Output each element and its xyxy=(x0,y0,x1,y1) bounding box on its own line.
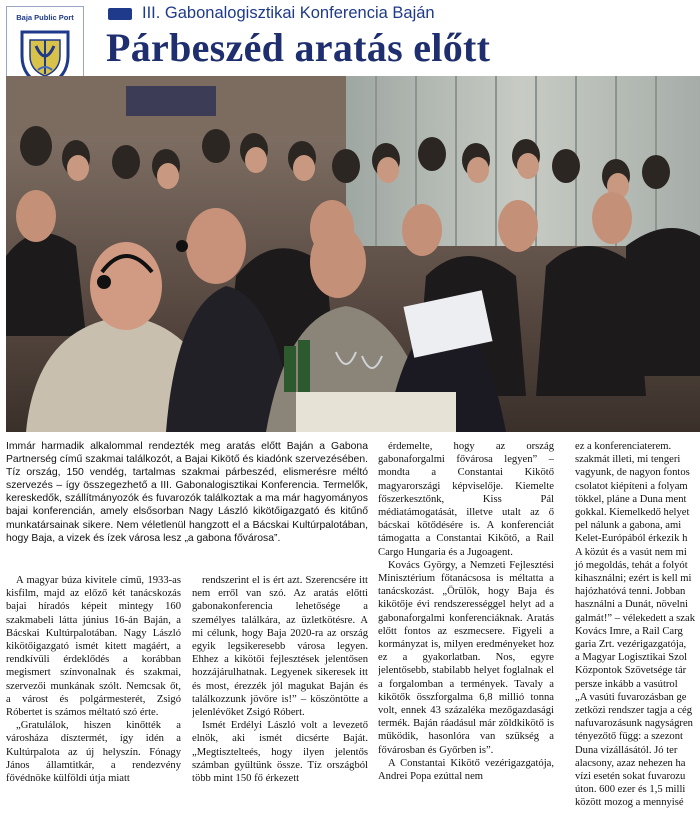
line: vízi esetén sokat fuvarozu xyxy=(575,771,686,783)
line: nafuvarozásunk nagyságren xyxy=(575,718,693,730)
line: alacsony, azaz nehezen ha xyxy=(575,757,686,769)
line: Kovács Imre, a Rail Carg xyxy=(575,625,683,637)
body-column-4-cropped xyxy=(565,440,700,818)
line: galmát!” – vélekedett a szak xyxy=(575,612,696,624)
paragraph: Kovács György, a Nemzeti Fejlesztési Minisztérium főtanácsosa is méltatta a tanácskozást. „Örülök, hogy Baja és kikötője évi rendszerességgel helyt ad a gabonaforgalmi konferenciáknak. Aratás előtt fontos az eszmecsere. Figyeli a kormányzat is, milyen eredményeket hoz ez a gyakorlatban. Nos, egyre jelentősebb, stabilabb helyet foglalnak el a forgalomban a termények. Tavaly a kikötők összforgalma 6,8 millió tonna volt, ennek 43 százaléka mezőgazdasági termék. Baján ráadásul már zöldkikötő is működik, hasonlóra van szükség a fővárosban és Győrben is”. xyxy=(378,559,554,756)
line: között mozog a mennyisé xyxy=(575,797,684,809)
line: Kelet-Európából érkezik h xyxy=(575,533,688,545)
conference-photo xyxy=(6,76,700,432)
body-column-3 xyxy=(378,440,554,818)
line: Duna vízállásától. Jó ter xyxy=(575,744,678,756)
kicker-text: III. Gabonalogisztikai Konferencia Baján xyxy=(142,4,435,22)
paragraph: „Gratulálok, hiszen kinőtték a városháza dísztermét, így idén a Kultúrpalota az új helyszín. Fónagy János államtitkár, a rendezvény fővédnöke külföldi útja miatt xyxy=(6,720,181,785)
body-column-2 xyxy=(192,574,368,818)
line: gokkal. Kiemelkedő helyet xyxy=(575,507,690,519)
line: A közút és a vasút nem mi xyxy=(575,546,687,558)
headline: Párbeszéd aratás előtt xyxy=(106,25,491,70)
line: csolatot kiépíteni a folyam xyxy=(575,480,688,492)
line: persze inkább a vasútrol xyxy=(575,678,678,690)
paragraph: érdemelte, hogy az ország gabonaforgalmi fővárosa legyen” – mondta a Constantai Kikötő magyarországi képviselője. Kiemelte főszerkesztőnk, Kiss Pál médiatámogatását, illetve utalt az ő bácskai kötődésére is. A konferenciát támogatta a Constantai Kikötő, a Rail Cargo Hungaria és a Jugoagent. xyxy=(378,441,554,558)
logo-text: Baja Public Port xyxy=(16,13,74,22)
line: ez a konferenciaterem. xyxy=(575,441,672,452)
line: szakmát illeti, mi tengeri xyxy=(575,454,681,466)
line: hajózhatóvá tenni. Jobban xyxy=(575,586,686,598)
line: kihasználni; ezért is kell mi xyxy=(575,573,692,585)
paragraph: A Constantai Kikötő vezérigazgatója, Andrei Popa ezúttal nem xyxy=(378,757,554,783)
line: a Magyar Logisztikai Szol xyxy=(575,652,688,664)
line: Központok Szövetsége tár xyxy=(575,665,687,677)
line: pel nálunk a gabona, ami xyxy=(575,520,682,532)
kicker-marker xyxy=(108,8,132,20)
line: „A vasúti fuvarozásban ge xyxy=(575,691,687,703)
kicker xyxy=(108,4,435,23)
line: vagyunk, de nagyon fontos xyxy=(575,467,690,479)
line: tökkel, pláne a Duna ment xyxy=(575,493,687,505)
body-column-1 xyxy=(6,574,181,818)
line: jó megoldás, tehát a folyót xyxy=(575,559,688,571)
paragraph: rendszerint el is ért azt. Szerencsére itt nem erről van szó. Az aratás előtti gabonakonferencia lehetősége a személyes találkára, az üzletkötésre. A mi célunk, hogy Baja 2020-ra az ország egyik legsikeresebb városa legyen. Ehhez a kikötői fejlesztések jelentősen hozzájárulhatnak. Legyenek sikeresek itt és most, érezzék jól magukat Baján és találkozzunk jövőre is!” – köszöntötte a jelenlévőket Zsigó Róbert. xyxy=(192,575,368,719)
line: tényezőtő függ: a szezont xyxy=(575,731,683,743)
line: úton. 600 ezer és 1,5 milli xyxy=(575,784,686,796)
line: garia Zrt. vezérigazgatója, xyxy=(575,639,687,651)
paragraph: A magyar búza kivitele című, 1933-as kisfilm, majd az előző két tanácskozás bajai híradós képeit mintegy 160 szakmabeli látta június 16-án Baján, a Bácskai Kultúrpalotában. Nagy László kikötőigazgató ismét kitett magáért, a rendkívüli érdeklődés a korábban megismert színvonalnak és szakmai, szervezői munkának szólt. Nemcsak őt, a várost és polgármesterét, Zsigó Róbertet is számos méltató szó érte. xyxy=(6,575,181,719)
lead-paragraph: Immár harmadik alkalommal rendezték meg aratás előtt Baján a Gabona Partnerség című szakmai találkozót, a Bajai Kikötő és kiadónk szervezésében. Tíz ország, 150 vendég, tartalmas szakmai párbeszéd, elismerésre méltó szervezés – így összegezhető a III. Gabonalogisztikai Konferencia. Termelők, kereskedők, szállítmányozók és fuvarozók találkoztak a ma már hagyományos bajai konferencián, amely elsősorban Nagy László kikötőigazgató és kitűnő munkatársainak sikere. Nem véletlenül hangzott el a Bácskai Kultúrpalotában, hogy Baja, a vizek és ízek városa lesz „a gabona fővárosa”. xyxy=(6,441,368,544)
paragraph: Ismét Erdélyi László volt a levezető elnök, aki ismét dicsérte Baját. „Megtisztelteés, hogy ilyen jelentős számban gyűltünk össze. Tíz országból több mint 150 fő érkezett xyxy=(192,720,368,785)
line: zetközi rendszer tagja a cég xyxy=(575,705,693,717)
line: használni a Dunát, növelni xyxy=(575,599,688,611)
